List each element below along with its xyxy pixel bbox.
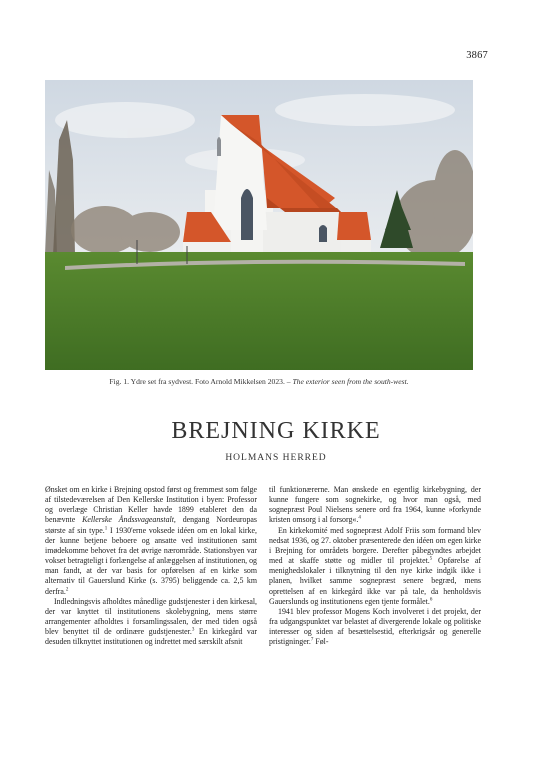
paragraph: Indledningsvis afholdtes månedlige gudstjenester i den kirkesal, der var knyttet til institutionens skolebygning, mens større arrangementer afholdtes i forsamlingssalen, der med tiden også blev benyttet til de ordinære gudstjenester.$^3$ En kirkegård var desuden tilknyttet institutionen og indrettet med særskilt afsnit: [45, 596, 257, 647]
paragraph: 1941 blev professor Mogens Koch involveret i det projekt, der fra udgangspunktet var belastet af divergerende lokale og politiske interesser og siden af besættelsestid, efterkrigsår og generelle pristigninger.$^7$ Føl-: [269, 606, 481, 647]
footnote-ref[interactable]: 1: [104, 526, 108, 531]
church-photo: [45, 80, 473, 370]
footnote-ref[interactable]: 3: [191, 627, 195, 633]
lawn: [45, 252, 473, 370]
footnote-ref[interactable]: 7: [310, 637, 314, 643]
caption-danish: Fig. 1. Ydre set fra sydvest. Foto Arnold Mikkelsen 2023. –: [109, 377, 293, 386]
text-column-left: [45, 485, 257, 648]
footnote-ref[interactable]: 4: [358, 515, 361, 521]
figure-caption: [45, 377, 473, 386]
text-column-right: [269, 485, 481, 648]
footnote-ref[interactable]: 2: [65, 586, 69, 592]
page-title: BREJNING KIRKE: [171, 418, 381, 444]
page-number: 3867: [466, 50, 488, 61]
paragraph: Ønsket om en kirke i Brejning opstod først og fremmest som følge af tilstedeværelsen af Den Kellerske Institution i byen: Professor og overlæge Christian Keller havde 1899 etableret den da benævnte Kellerske Åndssvageanstalt, dengang Nordeuropas største af sin type.$^1$ I 1930'erne voksede idéen om en lokal kirke, der kunne betjene beboere og ansatte ved institutionen samt imødekomme behovet fra det øvrige nærområde. Stationsbyen var vokset betragteligt i forlængelse af anlæggelsen af institutionen, og man fandt, at der var basis for opførelsen af en kirke som alternativ til Gauerslund Kirke (s. 3795) beliggende ca. 2,5 km derfra.$^2$: [45, 485, 257, 596]
caption-english: The exterior seen from the south-west.: [292, 377, 409, 386]
paragraph: til funktionærerne. Man ønskede en egentlig kirkebygning, der kunne fungere som sognekirke, og hvor man også, med sognepræst Poul Nielsens senere ord fra 1964, kunne »forkynde kristen omsorg i al forsorg«.$^4$: [269, 485, 481, 525]
footnote-ref[interactable]: 6: [429, 597, 433, 603]
paragraph: En kirkekomité med sognepræst Adolf Friis som formand blev nedsat 1936, og 27. oktober præsenterede den idéen om egen kirke i Brejning for områdets borgere. Derefter påbegyndtes arbejdet med at skaffe støtte og midler til projektet.$^5$ Opførelse af menighedslokaler i tilknytning til den nye kirke indgik ikke i planen, hvilket samme sognepræst senere begræd, mens oprettelsen af en kirkegård ikke var på tale, da henholdsvis Gauerslunds og institutionens egen tjente formålet.$^6$: [269, 525, 482, 606]
footnote-ref[interactable]: 5: [429, 556, 433, 562]
page-subtitle: HOLMANS HERRED: [225, 453, 327, 463]
